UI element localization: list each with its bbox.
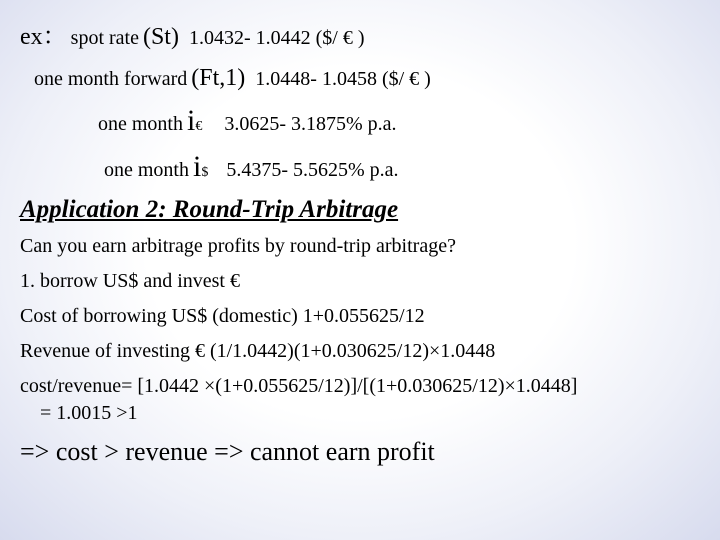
spot-value: 1.0432- 1.0442 ($/ € ) — [188, 27, 365, 49]
body-line-revenue: Revenue of investing € (1/1.0442)(1+0.030625/12)×1.0448 — [20, 340, 496, 362]
forward-label: one month forward — [34, 68, 188, 90]
euro-interest-line — [98, 106, 397, 136]
spot-rate-line — [20, 25, 365, 49]
usd-interest-line — [104, 152, 399, 182]
euro-interest-subscript: € — [195, 119, 203, 134]
usd-interest-value: 5.4375- 5.5625% p.a. — [226, 159, 399, 181]
body-line-ratio-result: = 1.0015 >1 — [20, 402, 138, 424]
spot-label: spot rate — [70, 27, 139, 49]
body-line-cost: Cost of borrowing US$ (domestic) 1+0.055625/12 — [20, 305, 425, 327]
euro-interest-label: one month — [98, 113, 183, 135]
body-line-ratio: cost/revenue= [1.0442 ×(1+0.055625/12)]/[(1+0.030625/12)×1.0448] — [20, 375, 578, 397]
forward-value: 1.0448- 1.0458 ($/ € ) — [255, 68, 431, 90]
euro-interest-symbol: i — [187, 104, 196, 137]
forward-rate-line — [34, 66, 431, 90]
usd-interest-subscript: $ — [201, 165, 209, 180]
spot-symbol: (St) — [142, 24, 179, 50]
conclusion-line: => cost > revenue => cannot earn profit — [20, 437, 435, 466]
body-line-question: Can you earn arbitrage profits by round-trip arbitrage? — [20, 235, 456, 257]
body-line-step-1: 1. borrow US$ and invest € — [20, 270, 240, 292]
section-heading: Application 2: Round-Trip Arbitrage — [20, 196, 399, 223]
forward-symbol: (Ft,1) — [191, 65, 246, 91]
usd-interest-symbol: i — [193, 150, 202, 183]
euro-interest-value: 3.0625- 3.1875% p.a. — [224, 113, 397, 135]
usd-interest-label: one month — [104, 159, 189, 181]
spot-prefix: ex： — [20, 24, 67, 50]
